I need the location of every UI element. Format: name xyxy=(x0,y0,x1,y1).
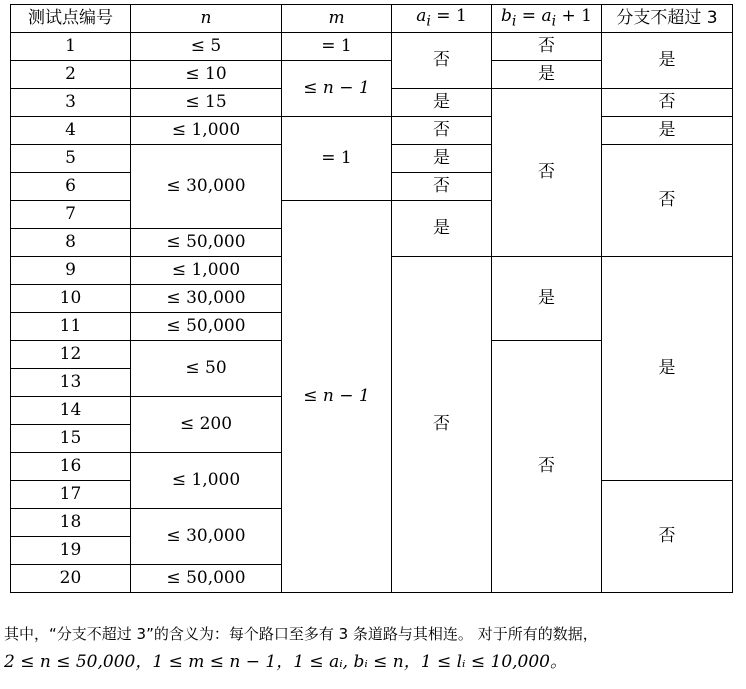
a-cell: 是 xyxy=(392,145,492,173)
branch-cell: 是 xyxy=(602,117,733,145)
test-id-cell: 2 xyxy=(11,61,131,89)
test-id-cell: 4 xyxy=(11,117,131,145)
header-b-sub: i xyxy=(511,13,517,30)
header-b-var: b xyxy=(500,6,512,27)
n-cell: ≤ 5 xyxy=(131,33,282,61)
b-cell: 是 xyxy=(492,257,602,341)
header-b-mid: = a xyxy=(516,6,552,27)
m-cell: ≤ n − 1 xyxy=(282,61,392,117)
test-id-cell: 7 xyxy=(11,201,131,229)
header-a-condition xyxy=(392,5,492,33)
a-cell: 否 xyxy=(392,117,492,145)
n-cell: ≤ 10 xyxy=(131,61,282,89)
m-cell: ≤ n − 1 xyxy=(282,201,392,593)
test-id-cell: 1 xyxy=(11,33,131,61)
table-row xyxy=(11,117,733,145)
test-id-cell: 13 xyxy=(11,369,131,397)
n-cell: ≤ 30,000 xyxy=(131,509,282,565)
b-cell: 是 xyxy=(492,61,602,89)
constraints-table xyxy=(10,4,733,593)
header-row xyxy=(11,5,733,33)
n-cell: ≤ 15 xyxy=(131,89,282,117)
n-cell: ≤ 50,000 xyxy=(131,229,282,257)
n-cell: ≤ 1,000 xyxy=(131,453,282,509)
test-id-cell: 19 xyxy=(11,537,131,565)
test-id-cell: 20 xyxy=(11,565,131,593)
header-a-rest: = 1 xyxy=(430,6,467,27)
header-n: n xyxy=(131,5,282,33)
footnote xyxy=(4,620,742,676)
a-cell: 否 xyxy=(392,257,492,593)
constraints-table-container xyxy=(10,4,732,593)
n-cell: ≤ 50 xyxy=(131,341,282,397)
header-b-rest: + 1 xyxy=(556,6,592,27)
test-id-cell: 17 xyxy=(11,481,131,509)
table-row xyxy=(11,33,733,61)
footnote-line-1: 其中，“分支不超过 3”的含义为：每个路口至多有 3 条道路与其相连。 对于所有的数据， xyxy=(4,625,598,643)
n-cell: ≤ 30,000 xyxy=(131,145,282,229)
n-cell: ≤ 50,000 xyxy=(131,313,282,341)
branch-cell: 否 xyxy=(602,145,733,257)
test-id-cell: 12 xyxy=(11,341,131,369)
b-cell: 否 xyxy=(492,33,602,61)
test-id-cell: 10 xyxy=(11,285,131,313)
a-cell: 否 xyxy=(392,173,492,201)
a-cell: 是 xyxy=(392,201,492,257)
b-cell: 否 xyxy=(492,341,602,593)
n-cell: ≤ 200 xyxy=(131,397,282,453)
test-id-cell: 15 xyxy=(11,425,131,453)
header-b-sub2: i xyxy=(551,13,557,30)
test-id-cell: 11 xyxy=(11,313,131,341)
branch-cell: 否 xyxy=(602,481,733,593)
a-cell: 否 xyxy=(392,33,492,89)
test-id-cell: 3 xyxy=(11,89,131,117)
b-cell: 否 xyxy=(492,89,602,257)
header-a-sub: i xyxy=(426,13,431,30)
header-test-id: 测试点编号 xyxy=(11,5,131,33)
a-cell: 是 xyxy=(392,89,492,117)
test-id-cell: 6 xyxy=(11,173,131,201)
test-id-cell: 8 xyxy=(11,229,131,257)
footnote-line-2: 2 ≤ n ≤ 50,000，1 ≤ m ≤ n − 1，1 ≤ aᵢ, bᵢ ≤ n，1 ≤ lᵢ ≤ 10,000。 xyxy=(4,652,568,672)
branch-cell: 是 xyxy=(602,33,733,89)
test-id-cell: 9 xyxy=(11,257,131,285)
n-cell: ≤ 30,000 xyxy=(131,285,282,313)
header-m: m xyxy=(282,5,392,33)
m-cell: = 1 xyxy=(282,117,392,201)
branch-cell: 是 xyxy=(602,257,733,481)
header-b-condition xyxy=(492,5,602,33)
test-id-cell: 16 xyxy=(11,453,131,481)
header-branch: 分支不超过 3 xyxy=(602,5,733,33)
m-cell: = 1 xyxy=(282,33,392,61)
n-cell: ≤ 50,000 xyxy=(131,565,282,593)
test-id-cell: 5 xyxy=(11,145,131,173)
test-id-cell: 14 xyxy=(11,397,131,425)
header-a-var: a xyxy=(416,6,427,27)
test-id-cell: 18 xyxy=(11,509,131,537)
branch-cell: 否 xyxy=(602,89,733,117)
n-cell: ≤ 1,000 xyxy=(131,257,282,285)
n-cell: ≤ 1,000 xyxy=(131,117,282,145)
